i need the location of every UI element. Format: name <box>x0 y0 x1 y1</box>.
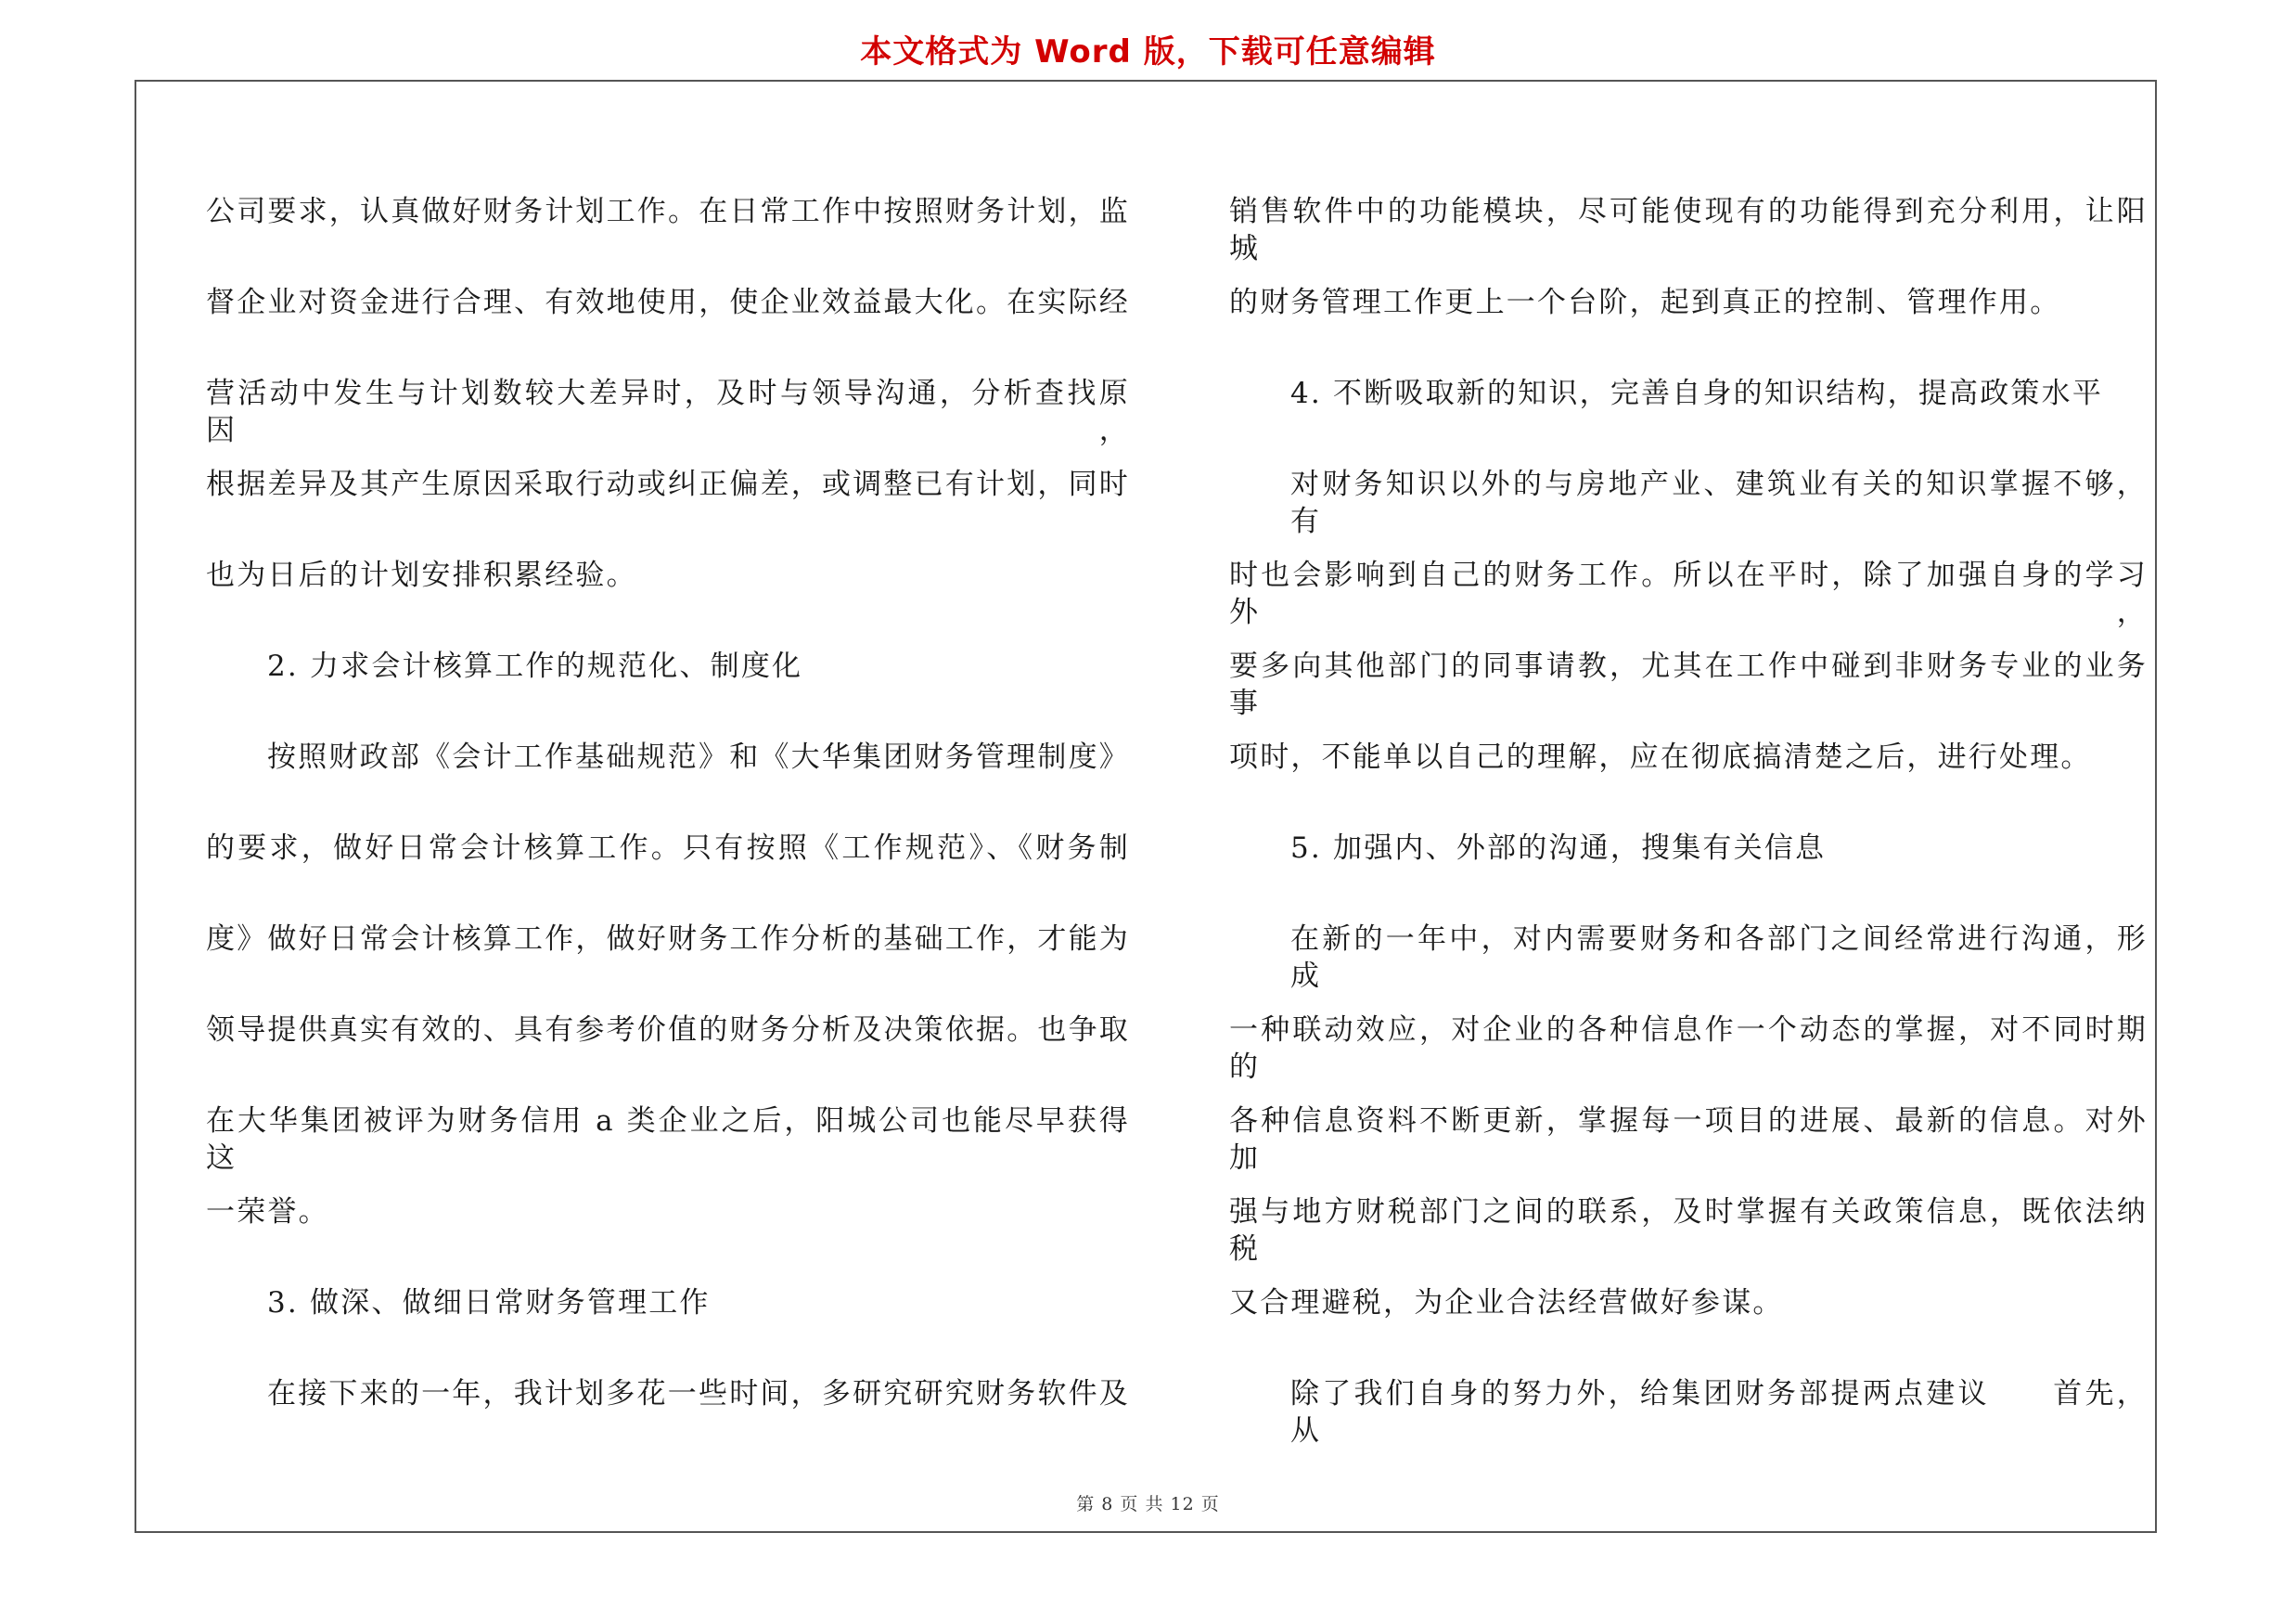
paragraph-line: 也为日后的计划安排积累经验。 <box>206 559 637 592</box>
paragraph-line: 销售软件中的功能模块，尽可能使现有的功能得到充分利用，让阳城 <box>1229 195 2148 265</box>
paragraph-line: 时也会影响到自己的财务工作。所以在平时，除了加强自身的学习外， <box>1229 559 2148 629</box>
paragraph-line: 除了我们自身的努力外，给集团财务部提两点建议 首先，从 <box>1290 1377 2148 1448</box>
paragraph-line: 一种联动效应，对企业的各种信息作一个动态的掌握，对不同时期的 <box>1229 1013 2148 1084</box>
paragraph-line: 要多向其他部门的同事请教，尤其在工作中碰到非财务专业的业务事 <box>1229 650 2148 720</box>
paragraph-line: 强与地方财税部门之间的联系，及时掌握有关政策信息，既依法纳税 <box>1229 1195 2148 1266</box>
paragraph-line: 在大华集团被评为财务信用 a 类企业之后，阳城公司也能尽早获得这 <box>206 1104 1130 1175</box>
paragraph-line: 督企业对资金进行合理、有效地使用，使企业效益最大化。在实际经 <box>206 286 1130 319</box>
paragraph-line: 项时，不能单以自己的理解，应在彻底搞清楚之后，进行处理。 <box>1229 741 2092 774</box>
paragraph-line: 根据差异及其产生原因采取行动或纠正偏差，或调整已有计划，同时 <box>206 468 1130 501</box>
page-number-footer: 第 8 页 共 12 页 <box>1076 1494 1220 1514</box>
paragraph-line: 在接下来的一年，我计划多花一些时间，多研究研究财务软件及 <box>267 1377 1130 1410</box>
section-heading: 4. 不断吸取新的知识，完善自身的知识结构，提高政策水平 <box>1290 377 2104 410</box>
paragraph-line: 度》做好日常会计核算工作，做好财务工作分析的基础工作，才能为 <box>206 922 1130 956</box>
format-banner: 本文格式为 Word 版，下载可任意编辑 <box>860 33 1436 71</box>
paragraph-line: 一荣誉。 <box>206 1195 329 1229</box>
paragraph-line: 在新的一年中，对内需要财务和各部门之间经常进行沟通，形成 <box>1290 922 2148 993</box>
paragraph-line: 又合理避税，为企业合法经营做好参谋。 <box>1229 1286 1784 1320</box>
paragraph-line: 各种信息资料不断更新，掌握每一项目的进展、最新的信息。对外加 <box>1229 1104 2148 1175</box>
paragraph-line: 按照财政部《会计工作基础规范》和《大华集团财务管理制度》 <box>267 741 1130 774</box>
paragraph-line: 的要求，做好日常会计核算工作。只有按照《工作规范》、《财务制 <box>206 831 1130 865</box>
paragraph-line: 公司要求，认真做好财务计划工作。在日常工作中按照财务计划，监 <box>206 195 1130 228</box>
section-heading: 2. 力求会计核算工作的规范化、制度化 <box>267 650 803 683</box>
section-heading: 3. 做深、做细日常财务管理工作 <box>267 1286 711 1320</box>
paragraph-line: 对财务知识以外的与房地产业、建筑业有关的知识掌握不够，有 <box>1290 468 2148 538</box>
section-heading: 5. 加强内、外部的沟通，搜集有关信息 <box>1290 831 1827 865</box>
paragraph-line: 的财务管理工作更上一个台阶，起到真正的控制、管理作用。 <box>1229 286 2061 319</box>
paragraph-line: 领导提供真实有效的、具有参考价值的财务分析及决策依据。也争取 <box>206 1013 1130 1047</box>
paragraph-line: 营活动中发生与计划数较大差异时，及时与领导沟通，分析查找原因， <box>206 377 1130 447</box>
